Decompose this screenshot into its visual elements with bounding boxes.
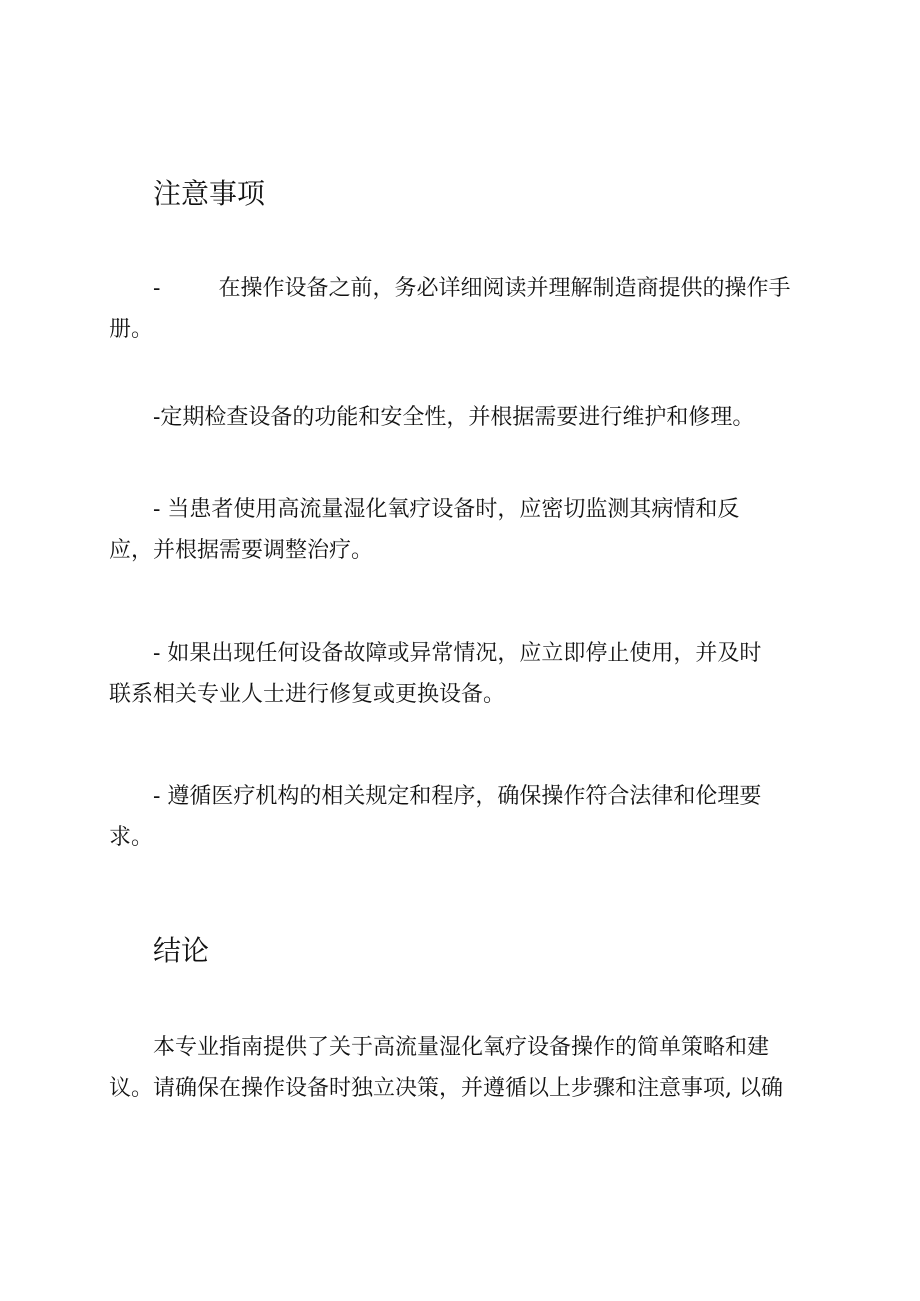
note-item-4-line-2: 联系相关专业人士进行修复或更换设备。 bbox=[109, 682, 506, 707]
note-item-5 bbox=[109, 776, 821, 858]
note-item-1-line-1 bbox=[109, 268, 821, 309]
note-item-2 bbox=[109, 397, 821, 438]
note-item-2-line-1: -定期检查设备的功能和安全性，并根据需要进行维护和修理。 bbox=[153, 405, 755, 430]
note-item-1 bbox=[109, 268, 821, 350]
note-item-4 bbox=[109, 633, 821, 715]
conclusion-line-1: 本专业指南提供了关于高流量湿化氧疗设备操作的简单策略和建 bbox=[153, 1035, 770, 1060]
conclusion-paragraph bbox=[109, 1027, 821, 1109]
section-heading-conclusion: 结论 bbox=[153, 934, 210, 967]
note-item-3 bbox=[109, 489, 821, 571]
conclusion-line-2: 议。请确保在操作设备时独立决策，并遵循以上步骤和注意事项, 以确 bbox=[109, 1076, 783, 1101]
section-heading-notes: 注意事项 bbox=[153, 177, 266, 210]
note-item-1-dash: - bbox=[153, 276, 161, 301]
note-item-3-line-1: - 当患者使用高流量湿化氧疗设备时，应密切监测其病情和反 bbox=[153, 497, 740, 522]
note-item-4-line-1: - 如果出现任何设备故障或异常情况，应立即停止使用，并及时 bbox=[153, 641, 762, 666]
note-item-1-line-2: 册。 bbox=[109, 317, 154, 342]
note-item-1-text: 在操作设备之前，务必详细阅读并理解制造商提供的操作手 bbox=[218, 276, 791, 301]
note-item-3-line-2: 应，并根据需要调整治疗。 bbox=[109, 538, 374, 563]
note-item-5-line-2: 求。 bbox=[109, 825, 154, 850]
note-item-5-line-1: - 遵循医疗机构的相关规定和程序，确保操作符合法律和伦理要 bbox=[153, 784, 762, 809]
